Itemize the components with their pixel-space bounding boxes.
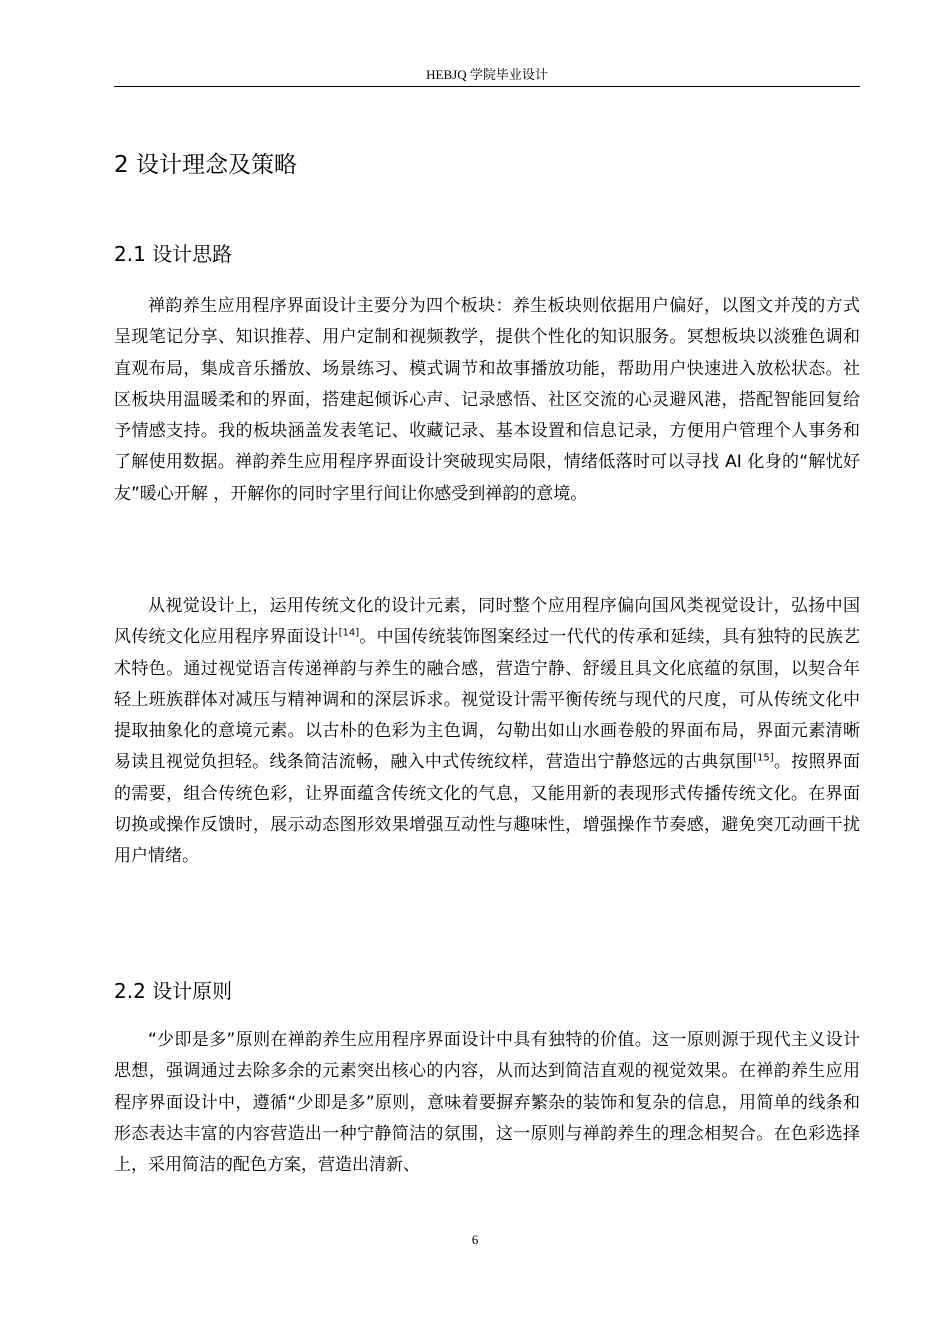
paragraph-text: 。按照界面的需要，组合传统色彩，让界面蕴含传统文化的气息，又能用新的表现形式传播传统文化。在界面切换或操作反馈时，展示动态图形效果增强互动性与趣味性，增强操作节奏感，避免突兀动画干扰用户情绪。: [114, 752, 861, 867]
citation-15: [15]: [753, 752, 774, 764]
citation-14: [14]: [338, 627, 360, 639]
paragraph-text: 从视觉设计上，运用传统文化的设计元素，同时整个应用程序偏向国风类视觉设计，弘扬中国风传统文化应用程序界面设计: [114, 596, 860, 648]
section-title-2-2: 2.2 设计原则: [114, 979, 233, 1003]
paragraph-design-concept: 禅韵养生应用程序界面设计主要分为四个板块：养生板块则依据用户偏好，以图文并茂的方式呈现笔记分享、知识推荐、用户定制和视频教学，提供个性化的知识服务。冥想板块以淡雅色调和直观布局，集成音乐播放、场景练习、模式调节和故事播放功能，帮助用户快速进入放松状态。社区板块用温暖柔和的界面，搭建起倾诉心声、记录感悟、社区交流的心灵避风港，搭配智能回复给予情感支持。我的板块涵盖发表笔记、收藏记录、基本设置和信息记录，方便用户管理个人事务和了解使用数据。禅韵养生应用程序界面设计突破现实局限，情绪低落时可以寻找 AI 化身的“解忧好友”暖心开解 ，开解你的同时字里行间让你感受到禅韵的意境。: [114, 296, 860, 504]
paragraph-design-principle: “少即是多”原则在禅韵养生应用程序界面设计中具有独特的价值。这一原则源于现代主义设计思想，强调通过去除多余的元素突出核心的内容，从而达到简洁直观的视觉效果。在禅韵养生应用程序界面设计中，遵循“少即是多”原则，意味着要摒弃繁杂的装饰和复杂的信息，用简单的线条和形态表达丰富的内容营造出一种宁静简洁的氛围，这一原则与禅韵养生的理念相契合。在色彩选择上，采用简洁的配色方案，营造出清新、: [114, 1030, 860, 1176]
header-rule: [114, 86, 860, 87]
paragraph-visual-design: [114, 591, 860, 873]
paragraph-text: 。中国传统装饰图案经过一代代的传承和延续，具有独特的民族艺术特色。通过视觉语言传递禅韵与养生的融合感，营造宁静、舒缓且具文化底蕴的氛围，以契合年轻上班族群体对减压与精神调和的深层诉求。视觉设计需平衡传统与现代的尺度，可从传统文化中提取抽象化的意境元素。以古朴的色彩为主色调，勾勒出如山水画卷般的界面布局，界面元素清晰易读且视觉负担轻。线条简洁流畅，融入中式传统纹样，营造出宁静悠远的古典氛围: [114, 627, 861, 773]
section-title-2-1: 2.1 设计思路: [114, 242, 233, 266]
chapter-title: 2 设计理念及策略: [114, 152, 297, 178]
running-header: HEBJQ 学院毕业设计: [426, 67, 548, 82]
page-number: 6: [471, 1232, 479, 1247]
